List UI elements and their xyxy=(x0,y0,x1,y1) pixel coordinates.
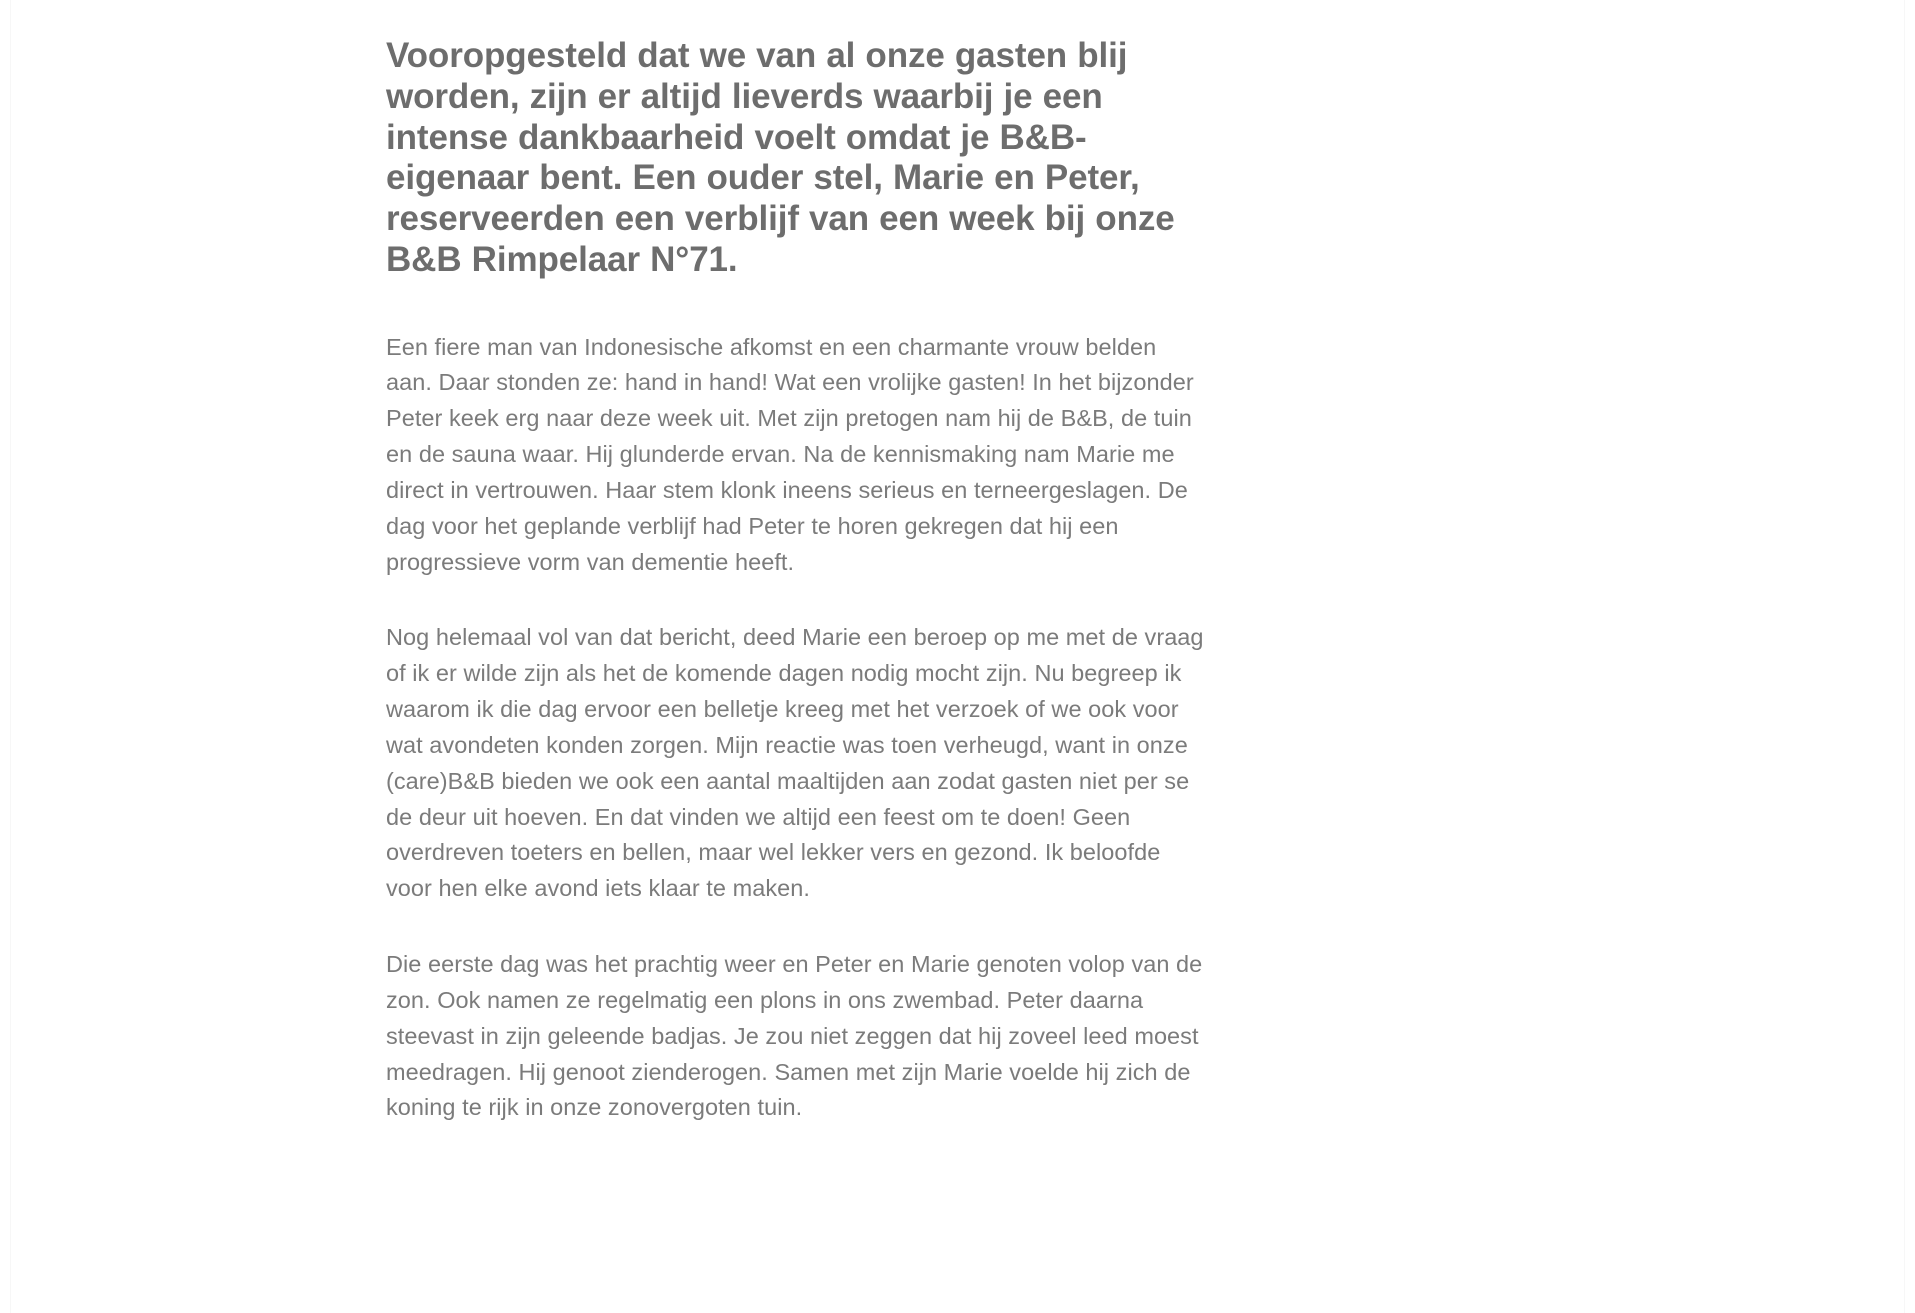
article-paragraph-3: Die eerste dag was het prachtig weer en Peter en Marie genoten volop van de zon. Ook namen ze regelmatig een plons in ons zwembad. Peter daarna steevast in zijn geleende badjas. Je zou niet zeggen dat hij zoveel leed moest meedragen. Hij genoot zienderogen. Samen met zijn Marie voelde hij zich de koning te rijk in onze zonovergoten tuin. xyxy=(386,951,1203,1121)
article-paragraph-1: Een fiere man van Indonesische afkomst en een charmante vrouw belden aan. Daar stonden ze: hand in hand! Wat een vrolijke gasten! In het bijzonder Peter keek erg naar deze week uit. Met zijn pretogen nam hij de B&B, de tuin en de sauna waar. Hij glunderde ervan. Na de kennismaking nam Marie me direct in vertrouwen. Haar stem klonk ineens serieus en terneergeslagen. De dag voor het geplande verblijf had Peter te horen gekregen dat hij een progressieve vorm van dementie heeft. xyxy=(386,333,1194,575)
article-content xyxy=(386,0,1204,1126)
article-paragraph-2: Nog helemaal vol van dat bericht, deed Marie een beroep op me met de vraag of ik er wilde zijn als het de komende dagen nodig mocht zijn. Nu begreep ik waarom ik die dag ervoor een belletje kreeg met het verzoek of we ook voor wat avondeten konden zorgen. Mijn reactie was toen verheugd, want in onze (care)B&B bieden we ook een aantal maaltijden aan zodat gasten niet per se de deur uit hoeven. En dat vinden we altijd een feest om te doen! Geen overdreven toeters en bellen, maar wel lekker vers en gezond. Ik beloofde voor hen elke avond iets klaar te maken. xyxy=(386,624,1204,902)
page-container xyxy=(11,0,1904,1313)
article-heading: Vooropgesteld dat we van al onze gasten blij worden, zijn er altijd lieverds waarbij je een intense dankbaarheid voelt omdat je B&B-eigenaar bent. Een ouder stel, Marie en Peter, reserveerden een verblijf van een week bij onze B&B Rimpelaar N°71. xyxy=(386,36,1175,279)
